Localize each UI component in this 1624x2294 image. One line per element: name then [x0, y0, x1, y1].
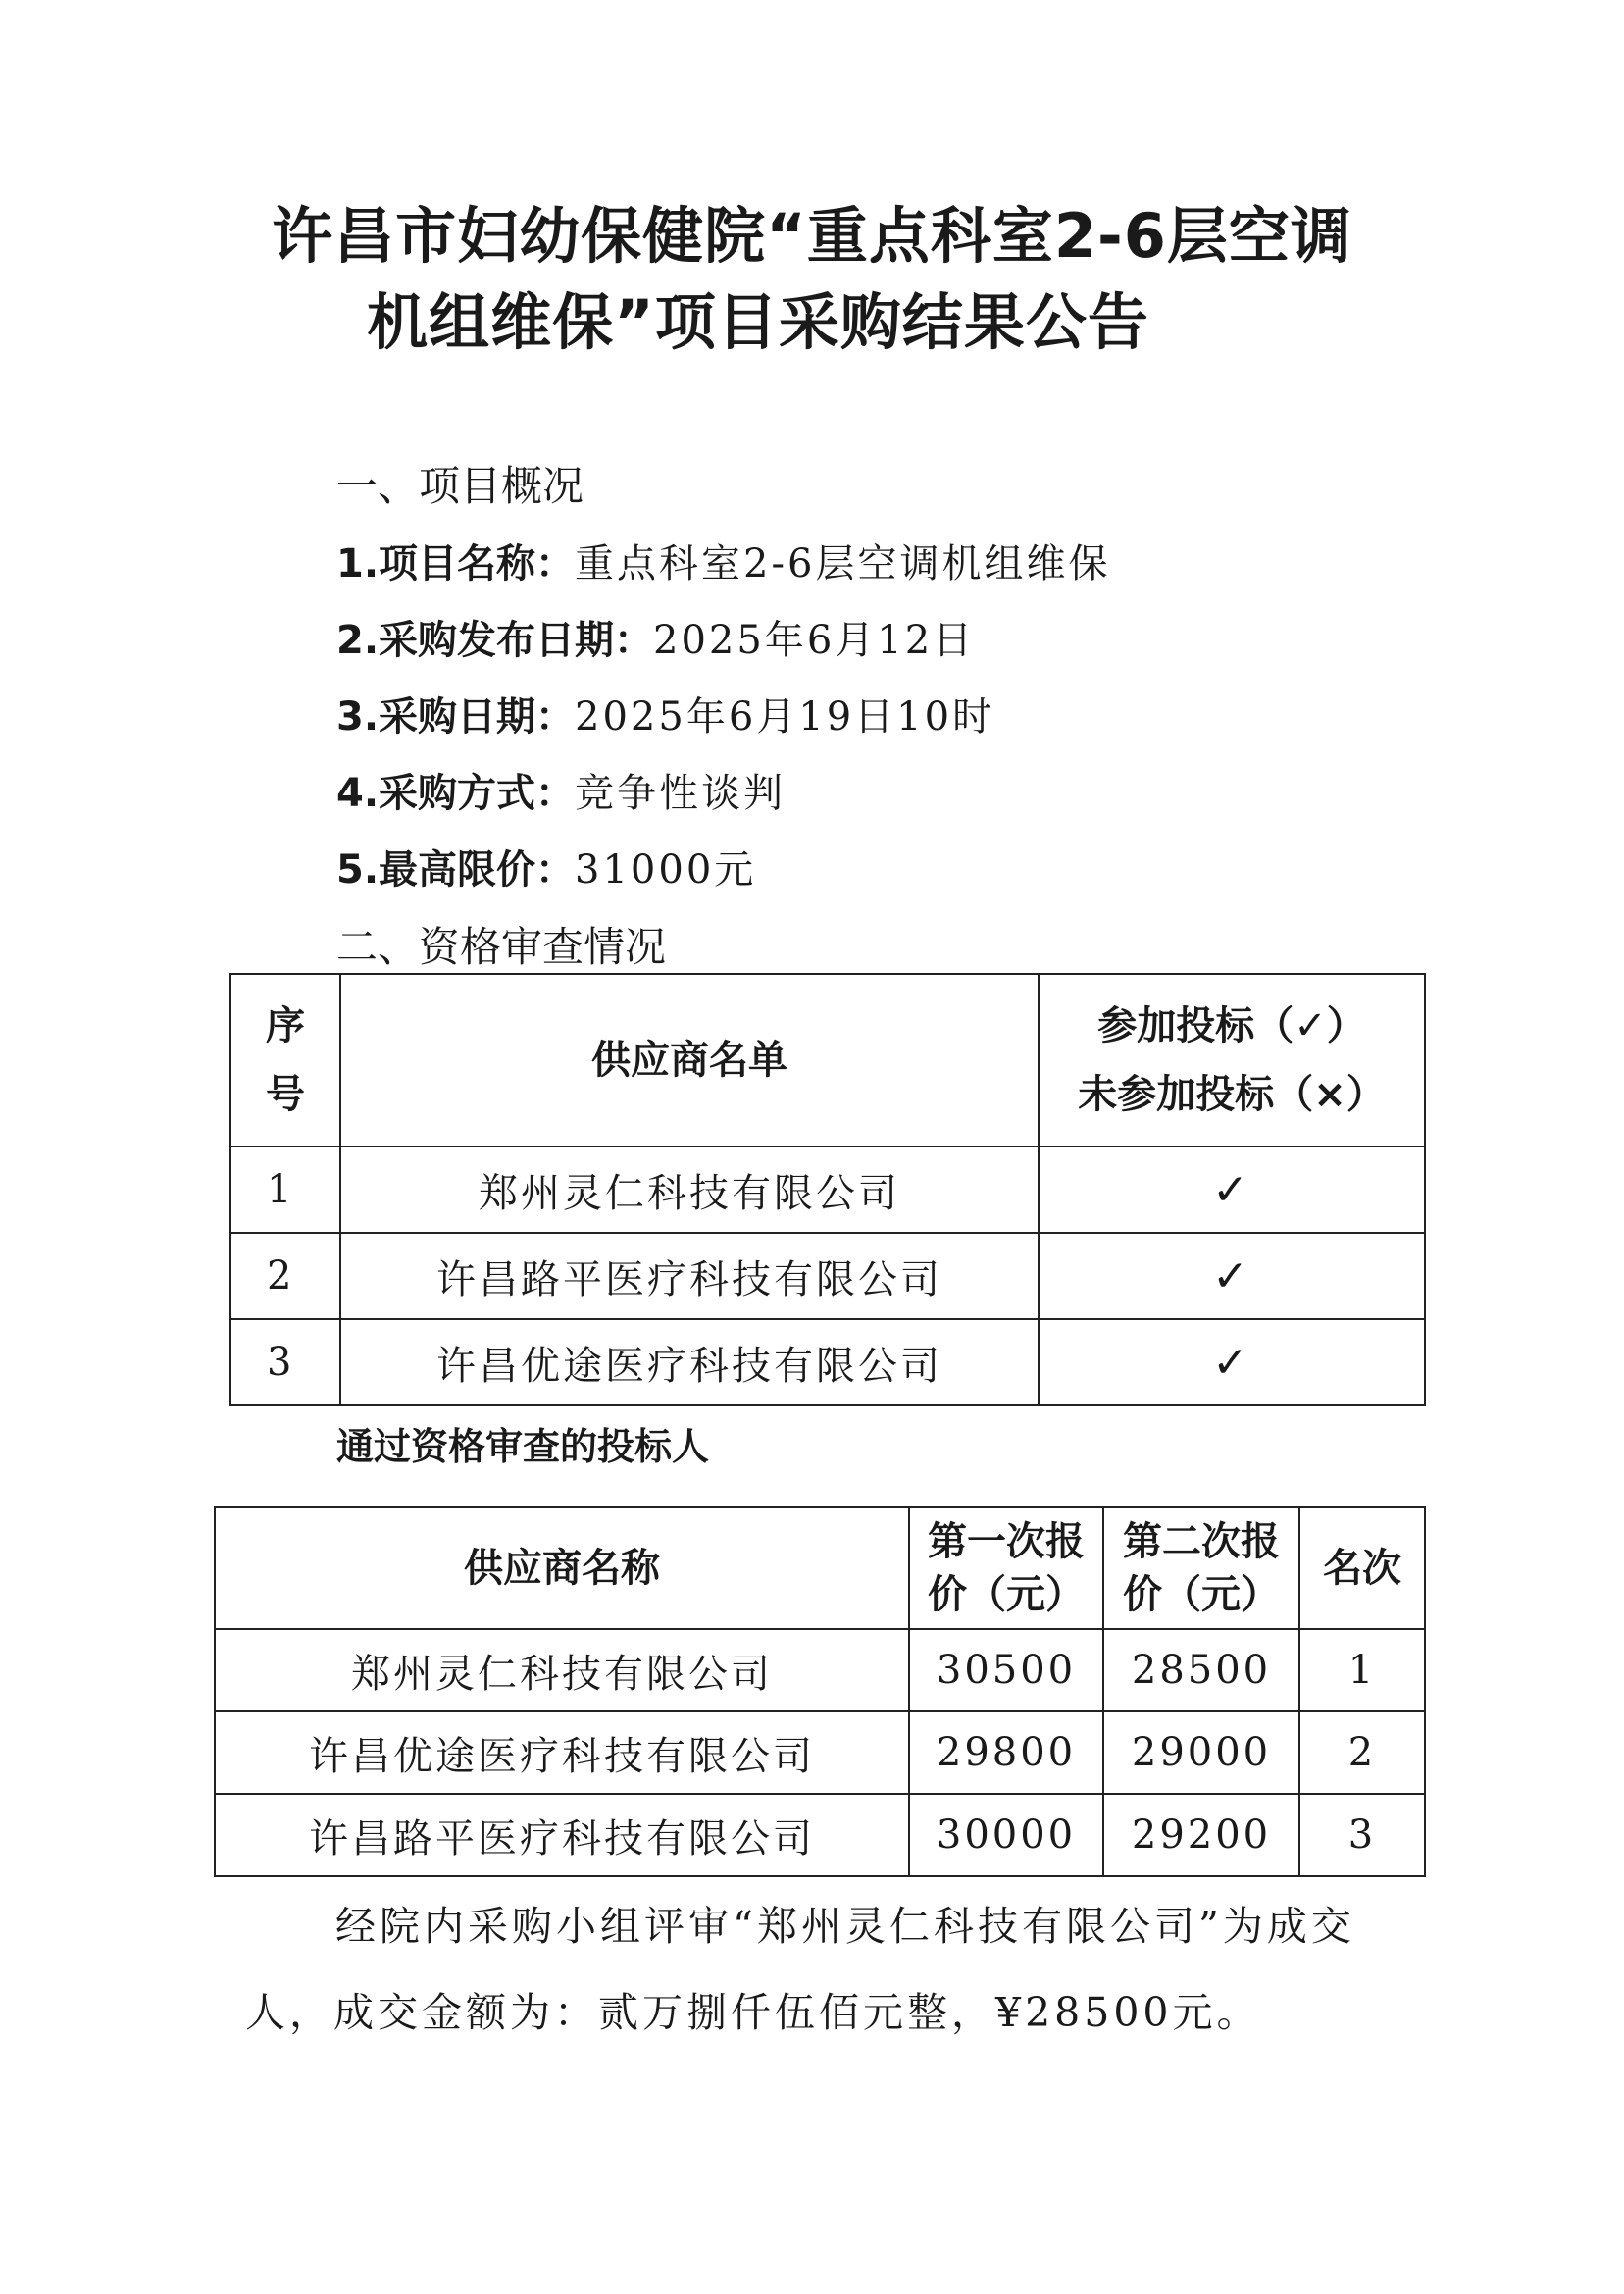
row-first-quote: 30500 — [909, 1629, 1103, 1711]
row-second-quote: 29200 — [1103, 1794, 1299, 1876]
info-procurement-method — [336, 771, 787, 816]
row-supplier: 许昌优途医疗科技有限公司 — [340, 1319, 1039, 1405]
header-first-quote-line1: 第一次报 — [928, 1519, 1085, 1564]
table-header-row — [215, 1507, 1425, 1629]
info-max-price — [336, 847, 757, 892]
row-rank: 1 — [1299, 1629, 1425, 1711]
header-supplier-list: 供应商名单 — [340, 974, 1039, 1147]
info-value: 重点科室2-6层空调机组维保 — [575, 541, 1111, 586]
header-supplier-name: 供应商名称 — [215, 1507, 909, 1629]
row-supplier: 郑州灵仁科技有限公司 — [340, 1147, 1039, 1233]
header-second-quote-line1: 第二次报 — [1123, 1519, 1280, 1564]
header-index-line2: 号 — [266, 1072, 305, 1117]
header-rank: 名次 — [1299, 1507, 1425, 1629]
header-index-line1: 序 — [266, 1003, 305, 1048]
document-title-line2: 机组维保”项目采购结果公告 — [367, 286, 1149, 358]
row-index: 1 — [230, 1147, 340, 1233]
info-label: 4.采购方式： — [336, 771, 576, 816]
row-supplier: 许昌路平医疗科技有限公司 — [215, 1794, 909, 1876]
checkmark-icon: ✓ — [1039, 1147, 1425, 1233]
row-rank: 3 — [1299, 1794, 1425, 1876]
row-supplier: 郑州灵仁科技有限公司 — [215, 1629, 909, 1711]
conclusion-line1: 经院内采购小组评审“郑州灵仁科技有限公司”为成交 — [335, 1903, 1355, 1950]
row-supplier: 许昌路平医疗科技有限公司 — [340, 1233, 1039, 1319]
conclusion-line2: 人，成交金额为：贰万捌仟伍佰元整，¥28500元。 — [245, 1989, 1261, 2036]
header-participation-line1: 参加投标（✓） — [1097, 1003, 1366, 1048]
info-label: 3.采购日期： — [336, 694, 576, 739]
info-value: 2025年6月12日 — [653, 618, 976, 663]
passed-bidders-heading: 通过资格审查的投标人 — [336, 1425, 710, 1468]
quotation-table — [214, 1506, 1426, 1877]
info-value: 2025年6月19日10时 — [575, 694, 995, 739]
header-first-quote — [909, 1507, 1103, 1629]
row-rank: 2 — [1299, 1711, 1425, 1794]
info-label: 5.最高限价： — [336, 847, 576, 892]
row-index: 3 — [230, 1319, 340, 1405]
info-publish-date — [336, 618, 976, 663]
info-project-name — [336, 541, 1111, 586]
checkmark-icon: ✓ — [1039, 1319, 1425, 1405]
info-procurement-date — [336, 694, 995, 739]
table-row — [215, 1629, 1425, 1711]
row-second-quote: 29000 — [1103, 1711, 1299, 1794]
checkmark-icon: ✓ — [1039, 1233, 1425, 1319]
table-header-row — [230, 974, 1425, 1147]
header-first-quote-line2: 价（元） — [928, 1572, 1085, 1617]
table-row — [230, 1147, 1425, 1233]
header-index — [230, 974, 340, 1147]
document-title-line1: 许昌市妇幼保健院“重点科室2-6层空调 — [272, 200, 1352, 272]
section-heading-qualification: 二、资格审查情况 — [336, 923, 667, 971]
table-row — [230, 1233, 1425, 1319]
table-row — [230, 1319, 1425, 1405]
row-first-quote: 30000 — [909, 1794, 1103, 1876]
row-second-quote: 28500 — [1103, 1629, 1299, 1711]
info-value: 竞争性谈判 — [575, 771, 787, 816]
header-participation — [1039, 974, 1425, 1147]
header-second-quote-line2: 价（元） — [1123, 1572, 1280, 1617]
section-heading-overview: 一、项目概况 — [336, 462, 584, 510]
header-participation-line2: 未参加投标（×） — [1078, 1072, 1386, 1117]
table-row — [215, 1794, 1425, 1876]
table-row — [215, 1711, 1425, 1794]
info-label: 1.项目名称： — [336, 541, 576, 586]
row-first-quote: 29800 — [909, 1711, 1103, 1794]
header-second-quote — [1103, 1507, 1299, 1629]
row-index: 2 — [230, 1233, 340, 1319]
qualification-table — [229, 973, 1426, 1406]
info-label: 2.采购发布日期： — [336, 618, 654, 663]
info-value: 31000元 — [575, 847, 757, 892]
row-supplier: 许昌优途医疗科技有限公司 — [215, 1711, 909, 1794]
